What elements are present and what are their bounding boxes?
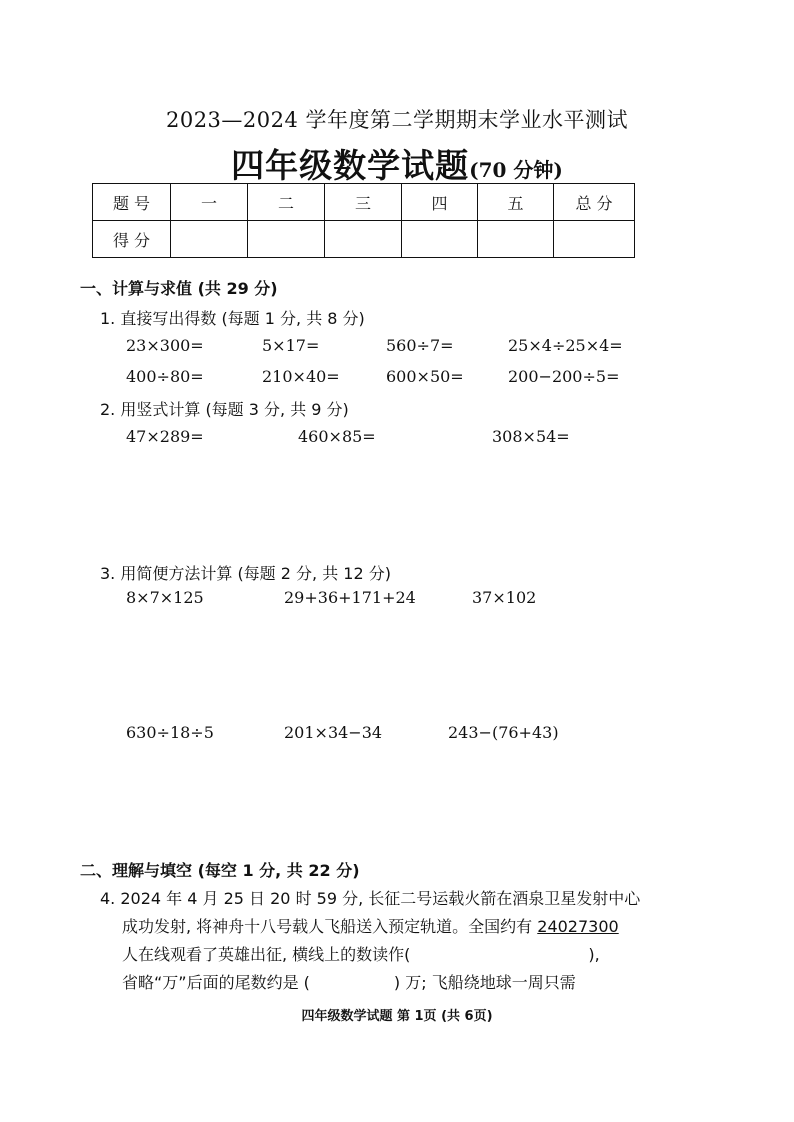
section2-heading: 二、理解与填空 (每空 1 分, 共 22 分) xyxy=(80,861,360,880)
q3-expr: 243−(76+43) xyxy=(448,723,559,742)
score-header-cell: 二 xyxy=(248,184,325,221)
q4-text: ) 万; 飞船绕地球一周只需 xyxy=(393,973,576,992)
q3-label: 3. 用简便方法计算 (每题 2 分, 共 12 分) xyxy=(100,564,391,583)
score-header-cell: 一 xyxy=(171,184,248,221)
score-cell[interactable] xyxy=(402,221,478,258)
q3-expr: 29+36+171+24 xyxy=(284,588,416,607)
score-row-label: 得 分 xyxy=(93,221,171,258)
score-cell[interactable] xyxy=(248,221,325,258)
score-header-cell: 四 xyxy=(402,184,478,221)
score-header-cell: 五 xyxy=(478,184,554,221)
q3-expr: 630÷18÷5 xyxy=(126,723,214,742)
q4-text: 成功发射, 将神舟十八号载人飞船送入预定轨道。全国约有 xyxy=(122,917,538,936)
q2-expr: 47×289= xyxy=(126,427,204,446)
q2-label: 2. 用竖式计算 (每题 3 分, 共 9 分) xyxy=(100,400,349,419)
q1-expr: 210×40= xyxy=(262,367,340,386)
q4-text: 省略“万”后面的尾数约是 ( xyxy=(122,973,310,992)
score-cell[interactable] xyxy=(554,221,635,258)
q3-expr: 201×34−34 xyxy=(284,723,383,742)
q4-line xyxy=(122,942,600,965)
score-cell[interactable] xyxy=(171,221,248,258)
q1-expr: 560÷7= xyxy=(386,336,454,355)
q1-expr: 25×4÷25×4= xyxy=(508,336,623,355)
score-header-cell: 题 号 xyxy=(93,184,171,221)
q1-expr: 400÷80= xyxy=(126,367,204,386)
score-header-cell: 总 分 xyxy=(554,184,635,221)
q3-expr: 37×102 xyxy=(472,588,537,607)
score-table-header-row xyxy=(93,184,635,221)
q1-label: 1. 直接写出得数 (每题 1 分, 共 8 分) xyxy=(100,309,365,328)
score-table-score-row xyxy=(93,221,635,258)
q4-text: ), xyxy=(588,945,600,964)
q4-line xyxy=(122,914,619,937)
score-cell[interactable] xyxy=(325,221,402,258)
score-table xyxy=(92,183,635,258)
section1-heading: 一、计算与求值 (共 29 分) xyxy=(80,279,278,298)
viewer-count-number: 24027300 xyxy=(537,917,619,936)
q4-line: 4. 2024 年 4 月 25 日 20 时 59 分, 长征二号运载火箭在酒泉卫星发射中心 xyxy=(100,889,641,908)
q4-line xyxy=(122,970,576,993)
exam-title-main: 四年级数学试题 xyxy=(231,146,470,185)
q2-expr: 308×54= xyxy=(492,427,570,446)
score-cell[interactable] xyxy=(478,221,554,258)
score-header-cell: 三 xyxy=(325,184,402,221)
q1-expr: 23×300= xyxy=(126,336,204,355)
page-footer: 四年级数学试题 第 1页 (共 6页) xyxy=(301,1009,493,1024)
q4-text: 人在线观看了英雄出征, 横线上的数读作( xyxy=(122,945,411,964)
q1-expr: 600×50= xyxy=(386,367,464,386)
exam-duration: (70 分钟) xyxy=(469,158,563,182)
q1-expr: 5×17= xyxy=(262,336,320,355)
q2-expr: 460×85= xyxy=(298,427,376,446)
exam-header-line: 2023—2024 学年度第二学期期末学业水平测试 xyxy=(165,108,629,132)
q3-expr: 8×7×125 xyxy=(126,588,204,607)
exam-title xyxy=(0,140,794,187)
q1-expr: 200−200÷5= xyxy=(508,367,620,386)
